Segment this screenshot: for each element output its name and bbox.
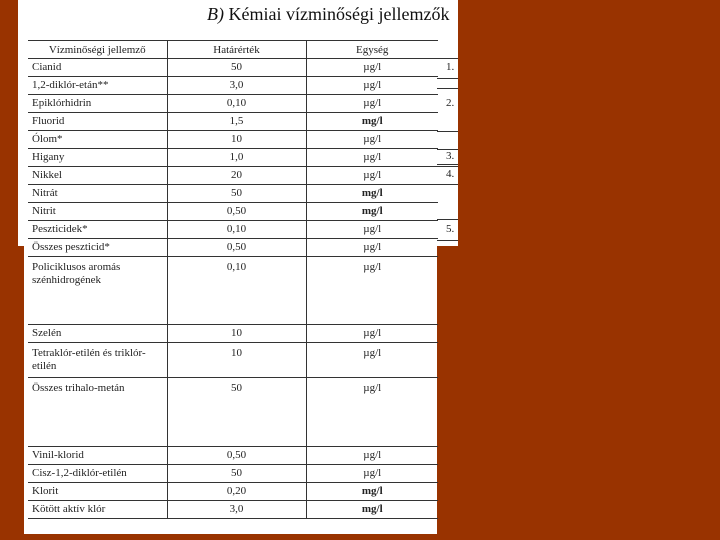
limit-value-cell: 0,50	[167, 239, 306, 257]
unit-cell: µg/l	[306, 221, 438, 239]
table-row	[28, 113, 438, 131]
table-header-row	[28, 41, 438, 59]
side-note-label: 2.	[446, 97, 455, 109]
limit-value-cell: 20	[167, 167, 306, 185]
limit-value-cell: 0,20	[167, 483, 306, 501]
table-row	[28, 378, 438, 447]
side-note-box	[437, 219, 458, 241]
table-row	[28, 239, 438, 257]
table-row	[28, 221, 438, 239]
limit-value-cell: 10	[167, 343, 306, 378]
limit-value-cell: 0,10	[167, 95, 306, 113]
unit-cell: µg/l	[306, 257, 438, 325]
table-row	[28, 447, 438, 465]
parameter-cell: Összes trihalo-metán	[28, 378, 167, 447]
unit-cell: µg/l	[306, 447, 438, 465]
parameter-cell: Nikkel	[28, 167, 167, 185]
table-body	[28, 59, 438, 519]
parameter-cell: Kötött aktív klór	[28, 501, 167, 519]
parameter-cell: Nitrit	[28, 203, 167, 221]
table-row	[28, 95, 438, 113]
unit-cell: µg/l	[306, 167, 438, 185]
parameter-cell: Cianid	[28, 59, 167, 77]
parameter-cell: Szelén	[28, 325, 167, 343]
parameter-cell: Fluorid	[28, 113, 167, 131]
table-row	[28, 465, 438, 483]
parameter-cell: Összes peszticid*	[28, 239, 167, 257]
title-prefix: B)	[207, 4, 224, 24]
table-row	[28, 257, 438, 325]
side-note-box	[437, 149, 458, 165]
parameter-cell: Peszticidek*	[28, 221, 167, 239]
side-note-label: 1.	[446, 61, 455, 73]
limit-value-cell: 50	[167, 59, 306, 77]
column-header-limit: Határérték	[167, 41, 306, 59]
parameter-cell: Policiklusos aromás szénhidrogének	[28, 257, 167, 325]
unit-cell: mg/l	[306, 185, 438, 203]
unit-cell: mg/l	[306, 483, 438, 501]
document-title	[207, 4, 449, 25]
limit-value-cell: 3,0	[167, 501, 306, 519]
side-note-box	[437, 88, 458, 132]
title-text: Kémiai vízminőségi jellemzők	[228, 4, 450, 24]
side-note-label: 5.	[446, 223, 455, 235]
side-note-box	[437, 166, 458, 185]
table-row	[28, 167, 438, 185]
parameter-cell: Nitrát	[28, 185, 167, 203]
limit-value-cell: 0,50	[167, 203, 306, 221]
parameter-cell: Epiklórhidrin	[28, 95, 167, 113]
table-row	[28, 131, 438, 149]
unit-cell: µg/l	[306, 131, 438, 149]
unit-cell: µg/l	[306, 343, 438, 378]
table-row	[28, 77, 438, 95]
unit-cell: µg/l	[306, 77, 438, 95]
unit-cell: µg/l	[306, 465, 438, 483]
table-row	[28, 343, 438, 378]
limit-value-cell: 50	[167, 465, 306, 483]
side-note-label: 3.	[446, 150, 455, 162]
unit-cell: µg/l	[306, 378, 438, 447]
limit-value-cell: 0,10	[167, 221, 306, 239]
table-row	[28, 203, 438, 221]
limit-value-cell: 50	[167, 378, 306, 447]
unit-cell: µg/l	[306, 59, 438, 77]
parameter-cell: Tetraklór-etilén és triklór-etilén	[28, 343, 167, 378]
column-header-parameter: Vízminőségi jellemző	[28, 41, 167, 59]
parameter-cell: Higany	[28, 149, 167, 167]
parameter-cell: 1,2-diklór-etán**	[28, 77, 167, 95]
side-note-box	[437, 58, 458, 79]
limit-value-cell: 0,10	[167, 257, 306, 325]
unit-cell: µg/l	[306, 149, 438, 167]
parameter-cell: Vinil-klorid	[28, 447, 167, 465]
table-row	[28, 149, 438, 167]
unit-cell: mg/l	[306, 203, 438, 221]
limit-value-cell: 10	[167, 131, 306, 149]
unit-cell: µg/l	[306, 325, 438, 343]
table-row	[28, 185, 438, 203]
parameter-cell: Ólom*	[28, 131, 167, 149]
parameter-cell: Cisz-1,2-diklór-etilén	[28, 465, 167, 483]
limit-value-cell: 0,50	[167, 447, 306, 465]
side-note-label: 4.	[446, 168, 455, 180]
limit-value-cell: 1,5	[167, 113, 306, 131]
limit-value-cell: 3,0	[167, 77, 306, 95]
limit-value-cell: 1,0	[167, 149, 306, 167]
column-header-unit: Egység	[306, 41, 438, 59]
unit-cell: µg/l	[306, 239, 438, 257]
limit-value-cell: 50	[167, 185, 306, 203]
table-row	[28, 483, 438, 501]
limit-value-cell: 10	[167, 325, 306, 343]
unit-cell: mg/l	[306, 501, 438, 519]
unit-cell: µg/l	[306, 95, 438, 113]
table-row	[28, 59, 438, 77]
table-row	[28, 325, 438, 343]
table-row	[28, 501, 438, 519]
unit-cell: mg/l	[306, 113, 438, 131]
parameter-cell: Klorit	[28, 483, 167, 501]
water-quality-table	[28, 40, 438, 519]
